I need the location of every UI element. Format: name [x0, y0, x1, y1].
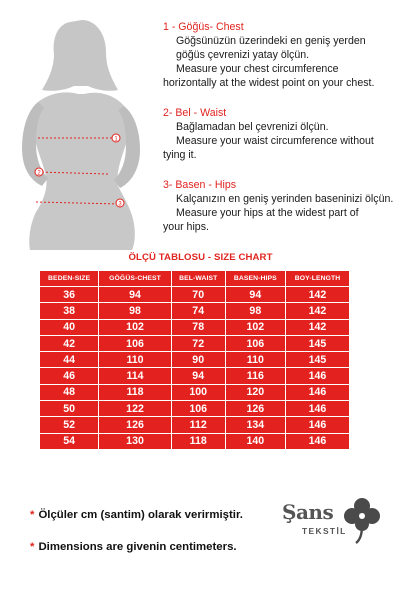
- cell-length: 145: [286, 336, 349, 351]
- clover-icon: [340, 496, 384, 544]
- size-chart-title: ÖLÇÜ TABLOSU - SIZE CHART: [128, 252, 273, 263]
- cell-chest: 106: [99, 336, 170, 351]
- header-waist: BEL-WAIST: [172, 271, 225, 286]
- cell-size: 50: [40, 401, 98, 416]
- chest-instruction: [163, 20, 395, 90]
- cell-length: 146: [286, 417, 349, 432]
- marker-2-label: 2: [37, 170, 41, 177]
- body-silhouette: [8, 10, 158, 250]
- silhouette-torso: [29, 92, 135, 250]
- cell-waist: 112: [172, 417, 225, 432]
- cell-length: 146: [286, 368, 349, 383]
- logo-word: Şans: [282, 500, 334, 524]
- cell-size: 54: [40, 434, 98, 449]
- chest-text-en-2: horizontally at the widest point on your chest.: [163, 77, 375, 89]
- table-row: [40, 352, 349, 367]
- marker-2: [35, 168, 43, 177]
- cell-length: 142: [286, 303, 349, 318]
- hips-text-en-1: Measure your hips at the widest part of: [176, 207, 359, 219]
- cell-waist: 74: [172, 303, 225, 318]
- table-row: [40, 336, 349, 351]
- waist-text-tr: Bağlamadan bel çevrenizi ölçün.: [176, 121, 329, 133]
- note-en: [30, 541, 237, 553]
- note-tr-star: *: [30, 509, 35, 521]
- cell-waist: 118: [172, 434, 225, 449]
- table-row: [40, 368, 349, 383]
- waist-instruction: [163, 106, 395, 162]
- cell-waist: 94: [172, 368, 225, 383]
- cell-length: 146: [286, 401, 349, 416]
- cell-chest: 122: [99, 401, 170, 416]
- table-row: [40, 303, 349, 318]
- cell-size: 38: [40, 303, 98, 318]
- cell-length: 142: [286, 320, 349, 335]
- marker-1-label: 1: [114, 136, 118, 143]
- logo-sub: TEKSTİL: [302, 526, 347, 536]
- table-header-row: [40, 271, 349, 286]
- cell-size: 42: [40, 336, 98, 351]
- table-row: [40, 434, 349, 449]
- cell-length: 142: [286, 287, 349, 302]
- table-row: [40, 385, 349, 400]
- table-row: [40, 417, 349, 432]
- waist-text-en-1: Measure your waist circumference without: [176, 135, 374, 147]
- table-row: [40, 320, 349, 335]
- cell-chest: 114: [99, 368, 170, 383]
- silhouette-head: [42, 20, 118, 91]
- cell-chest: 102: [99, 320, 170, 335]
- cell-size: 40: [40, 320, 98, 335]
- hips-instruction: [163, 178, 395, 234]
- marker-3-label: 3: [118, 201, 122, 208]
- header-chest: GÖĞÜS-CHEST: [99, 271, 170, 286]
- cell-chest: 98: [99, 303, 170, 318]
- table-row: [40, 287, 349, 302]
- cell-chest: 110: [99, 352, 170, 367]
- note-en-text: Dimensions are givenin centimeters.: [38, 541, 237, 553]
- cell-hips: 98: [226, 303, 285, 318]
- cell-size: 48: [40, 385, 98, 400]
- hips-heading: 3- Basen - Hips: [163, 179, 237, 191]
- cell-chest: 94: [99, 287, 170, 302]
- hips-text-tr: Kalçanızın en geniş yerinden baseninizi ölçün.: [176, 193, 394, 205]
- cell-size: 46: [40, 368, 98, 383]
- sans-tekstil-logo: [282, 496, 386, 546]
- cell-hips: 102: [226, 320, 285, 335]
- cell-waist: 90: [172, 352, 225, 367]
- cell-chest: 130: [99, 434, 170, 449]
- cell-hips: 140: [226, 434, 285, 449]
- cell-hips: 120: [226, 385, 285, 400]
- note-en-star: *: [30, 541, 35, 553]
- cell-waist: 70: [172, 287, 225, 302]
- header-length: BOY-LENGTH: [286, 271, 349, 286]
- note-tr-text: Ölçüler cm (santim) olarak verirmiştir.: [38, 509, 243, 521]
- cell-size: 52: [40, 417, 98, 432]
- cell-hips: 94: [226, 287, 285, 302]
- size-table: [39, 270, 350, 450]
- header-hips: BASEN-HIPS: [226, 271, 285, 286]
- cell-chest: 126: [99, 417, 170, 432]
- cell-hips: 110: [226, 352, 285, 367]
- cell-hips: 134: [226, 417, 285, 432]
- chest-heading: 1 - Göğüs- Chest: [163, 21, 244, 33]
- cell-length: 146: [286, 385, 349, 400]
- header-size: BEDEN-SIZE: [40, 271, 98, 286]
- cell-waist: 78: [172, 320, 225, 335]
- cell-size: 44: [40, 352, 98, 367]
- cell-size: 36: [40, 287, 98, 302]
- cell-waist: 100: [172, 385, 225, 400]
- cell-hips: 126: [226, 401, 285, 416]
- cell-waist: 106: [172, 401, 225, 416]
- waist-text-en-2: tying it.: [163, 149, 197, 161]
- cell-length: 146: [286, 434, 349, 449]
- marker-1: [112, 134, 120, 143]
- cell-hips: 116: [226, 368, 285, 383]
- waist-heading: 2- Bel - Waist: [163, 107, 227, 119]
- chest-text-tr: Göğsünüzün üzerindeki en geniş yerden göğüs çevrenizi yatay ölçün.: [176, 35, 366, 61]
- cell-waist: 72: [172, 336, 225, 351]
- note-tr: [30, 509, 243, 521]
- table-row: [40, 401, 349, 416]
- hips-text-en-2: your hips.: [163, 221, 209, 233]
- chest-text-en-1: Measure your chest circumference: [176, 63, 339, 75]
- cell-hips: 106: [226, 336, 285, 351]
- cell-chest: 118: [99, 385, 170, 400]
- marker-3: [116, 199, 124, 208]
- cell-length: 145: [286, 352, 349, 367]
